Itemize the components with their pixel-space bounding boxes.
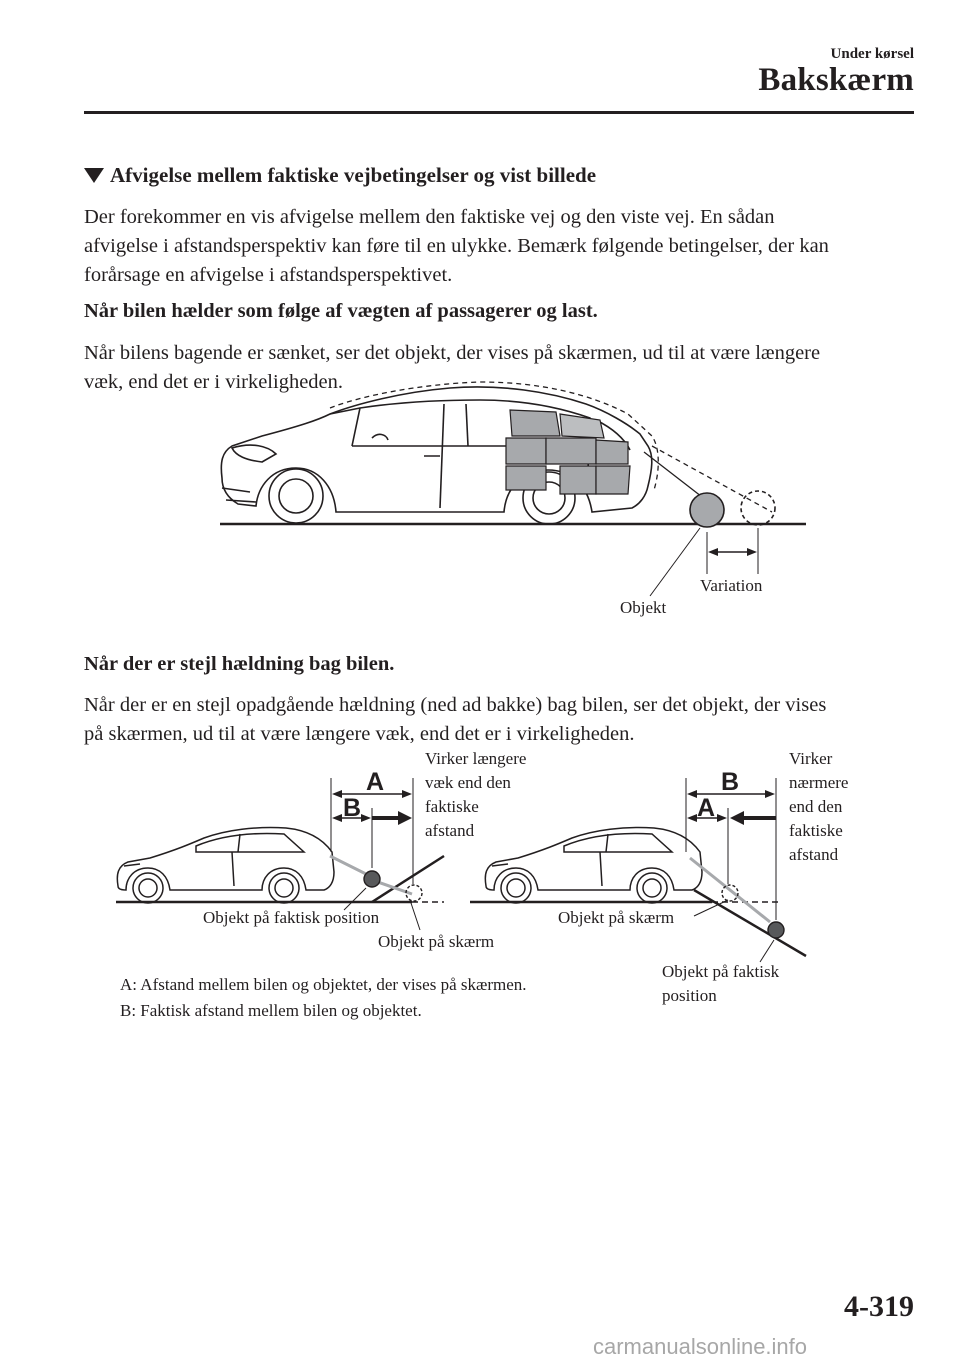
- letter-b-right: B: [721, 768, 740, 796]
- legend-line: B: Faktisk afstand mellem bilen og objektet.: [120, 1001, 422, 1020]
- case1-title: Når bilen hælder som følge af vægten af passagerer og last.: [84, 300, 598, 322]
- right-note-line: nærmere: [789, 773, 849, 792]
- intro-line: forårsage en afvigelse i afstandsperspektivet.: [84, 264, 453, 286]
- legend-line: A: Afstand mellem bilen og objektet, der vises på skærmen.: [120, 975, 527, 994]
- right-note-line: afstand: [789, 845, 839, 864]
- right-actual-line: position: [662, 986, 717, 1005]
- right-note-line: end den: [789, 797, 843, 816]
- right-actual-label: [662, 960, 779, 1008]
- object-label: Objekt: [620, 598, 667, 617]
- right-note-line: Virker: [789, 749, 833, 768]
- intro-line: afvigelse i afstandsperspektiv kan føre til en ulykke. Bemærk følgende betingelser, der kan: [84, 235, 829, 257]
- left-screen-label: Objekt på skærm: [378, 932, 495, 951]
- case2-title: Når der er stejl hældning bag bilen.: [84, 653, 395, 675]
- case2-line: på skærmen, ud til at være længere væk, end det er i virkeligheden.: [84, 723, 635, 745]
- case2-line: Når der er en stejl opadgående hældning (ned ad bakke) bag bilen, ser det objekt, der vises: [84, 694, 827, 716]
- letter-b-left: B: [343, 794, 362, 822]
- case1-line: Når bilens bagende er sænket, ser det objekt, der vises på skærmen, ud til at være længere: [84, 342, 821, 364]
- page-title: Bakskærm: [758, 62, 914, 98]
- page-number: 4-319: [844, 1290, 914, 1323]
- variation-label: Variation: [700, 576, 763, 595]
- left-note-line: faktiske: [425, 797, 479, 816]
- intro-line: Der forekommer en vis afvigelse mellem den faktiske vej og den viste vej. En sådan: [84, 206, 775, 228]
- section-heading-text: Afvigelse mellem faktiske vejbetingelser og vist billede: [110, 163, 597, 187]
- letter-a-right: A: [697, 794, 716, 822]
- left-note-line: væk end den: [425, 773, 511, 792]
- right-actual-line: Objekt på faktisk: [662, 962, 780, 981]
- left-note-line: Virker længere: [425, 749, 527, 768]
- right-screen-label: Objekt på skærm: [558, 908, 675, 927]
- left-actual-label: Objekt på faktisk position: [203, 908, 380, 927]
- left-note-line: afstand: [425, 821, 475, 840]
- right-note-line: faktiske: [789, 821, 843, 840]
- watermark[interactable]: carmanualsonline.info: [593, 1334, 808, 1359]
- case1-line: væk, end det er i virkeligheden.: [84, 371, 344, 393]
- figure-legend: [120, 972, 527, 1024]
- section-label: Under kørsel: [830, 46, 914, 62]
- letter-a-left: A: [366, 768, 385, 796]
- right-note: [789, 747, 848, 867]
